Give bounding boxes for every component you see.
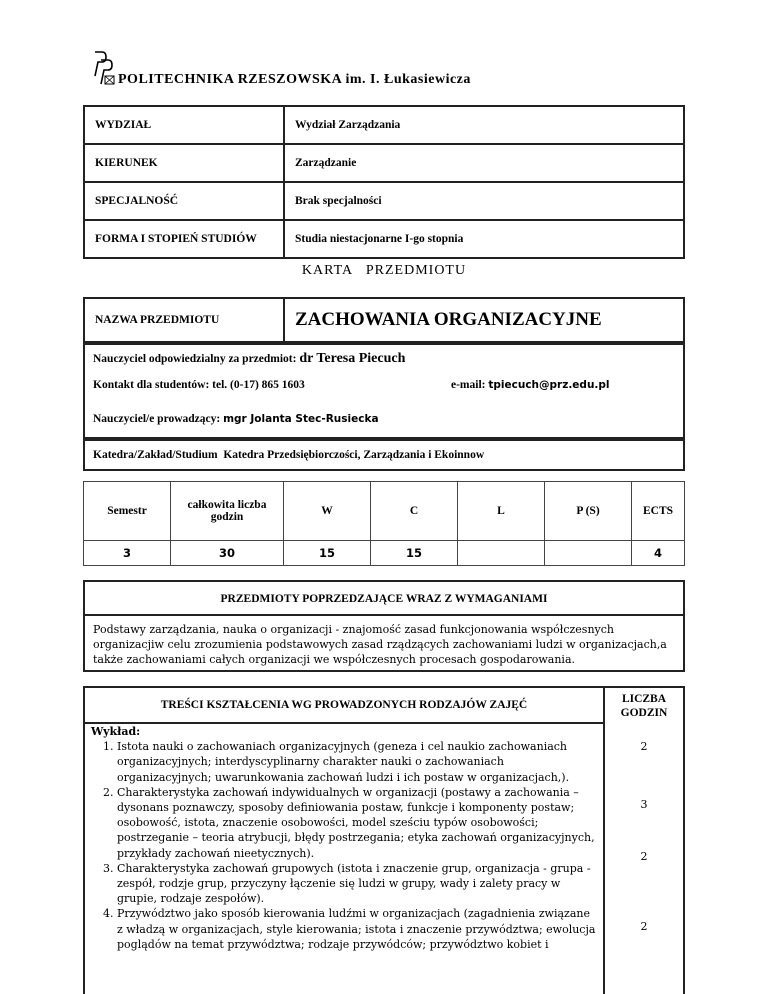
info-label: KIERUNEK [84, 144, 284, 182]
department-text: Katedra/Zakład/Studium Katedra Przedsiębiorczości, Zarządzania i Ekoinnow [93, 449, 485, 461]
subject-name: ZACHOWANIA ORGANIZACYJNE [284, 298, 684, 342]
section-label: Wykład: [91, 725, 141, 738]
cell-value: 3 [84, 541, 171, 566]
cell-value: 30 [171, 541, 284, 566]
hours-value: 2 [640, 740, 648, 753]
responsible-label: Nauczyciel odpowiedzialny za przedmiot: [93, 353, 297, 365]
university-logo-icon [92, 48, 116, 88]
list-item: 2. Charakterystyka zachowań indywidualnych w organizacji (postawy a zachowania – dysonans poznawczy, sposoby definiowania postaw, funkcje i komponenty postaw; osobowość, istota, znaczenie osobowości, model sześciu typów osobowości; postrzeganie – teoria atrybucji, błędy postrzegania; etyka zachowań organizacyjnych, przykłady zachowań nieetycznych). [117, 785, 599, 861]
col-header: P (S) [545, 482, 632, 541]
university-name: POLITECHNIKA RZESZOWSKA im. I. Łukasiewicza [118, 72, 471, 87]
info-row-faculty [84, 106, 684, 144]
col-header: W [284, 482, 371, 541]
leading-name: mgr Jolanta Stec-Rusiecka [223, 413, 379, 425]
info-label: FORMA I STOPIEŃ STUDIÓW [84, 220, 284, 258]
card-title: KARTA PRZEDMIOTU [301, 263, 467, 278]
content-title: TREŚCI KSZTAŁCENIA WG PROWADZONYCH RODZAJÓW ZAJĘĆ [160, 699, 528, 711]
teacher-box [83, 343, 685, 439]
prerequisites-title: PRZEDMIOTY POPRZEDZAJĄCE WRAZ Z WYMAGANIAMI [83, 580, 685, 616]
cell-value: 15 [371, 541, 458, 566]
info-row-study-form [84, 220, 684, 258]
list-item: 4. Przywództwo jako sposób kierowania ludźmi w organizacjach (zagadnienia związane z władzą w organizacjach, style kierowania; istota i znaczenie przywództwa; ewolucja poglądów na temat przywództwa; rodzaje przywódców; przywództwo kobiet i [117, 906, 599, 952]
list-item: 1. Istota nauki o zachowaniach organizacyjnych (geneza i cel naukio zachowaniach organizacyjnych; interdyscyplinarny charakter nauki o zachowaniach organizacyjnych; uwarunkowania zachowań ludzi i ich postaw w organizacjach,). [117, 739, 599, 785]
hours-header: LICZBA GODZIN [620, 693, 668, 719]
email-label: e-mail: [451, 379, 486, 391]
hours-value: 3 [640, 798, 648, 811]
subject-table [83, 297, 685, 343]
info-label: SPECJALNOŚĆ [84, 182, 284, 220]
info-table [83, 105, 685, 259]
info-value: Wydział Zarządzania [284, 106, 684, 144]
cell-value: 15 [284, 541, 371, 566]
subject-label: NAZWA PRZEDMIOTU [84, 298, 284, 342]
leading-label: Nauczyciel/e prowadzący: [93, 413, 221, 425]
semester-table [83, 481, 685, 566]
hours-value: 2 [640, 850, 648, 863]
lecture-list [91, 724, 599, 952]
info-value: Zarządzanie [284, 144, 684, 182]
info-row-field [84, 144, 684, 182]
info-row-specialty [84, 182, 684, 220]
col-header: Semestr [84, 482, 171, 541]
col-header: C [371, 482, 458, 541]
col-header: L [458, 482, 545, 541]
content-table [83, 686, 685, 994]
cell-value: 4 [632, 541, 685, 566]
info-value: Studia niestacjonarne I-go stopnia [284, 220, 684, 258]
hours-value: 2 [640, 920, 648, 933]
col-header: ECTS [632, 482, 685, 541]
cell-value [545, 541, 632, 566]
responsible-name: dr Teresa Piecuch [299, 351, 406, 366]
email-link[interactable]: tpiecuch@prz.edu.pl [488, 379, 610, 391]
list-item: 3. Charakterystyka zachowań grupowych (istota i znaczenie grup, organizacja - grupa - zespół, rodzje grup, przyczyny łączenie się ludzi w grupy, wady i zalety pracy w grupie, rodzaje zespołów). [117, 861, 599, 907]
col-header: całkowita liczba godzin [171, 482, 284, 541]
prerequisites-text: Podstawy zarządzania, nauka o organizacji - znajomość zasad funkcjonowania współczesnych organizacjiw celu zrozumienia podstawowych zasad rządzących zachowaniami ludzi w organizacjach,a także zachowaniami całych organizacji we współczesnych procesach gospodarowania. [83, 616, 685, 672]
info-label: WYDZIAŁ [84, 106, 284, 144]
info-value: Brak specjalności [284, 182, 684, 220]
cell-value [458, 541, 545, 566]
department-box [83, 439, 685, 471]
contact-phone: Kontakt dla studentów: tel. (0-17) 865 1603 [93, 379, 305, 391]
